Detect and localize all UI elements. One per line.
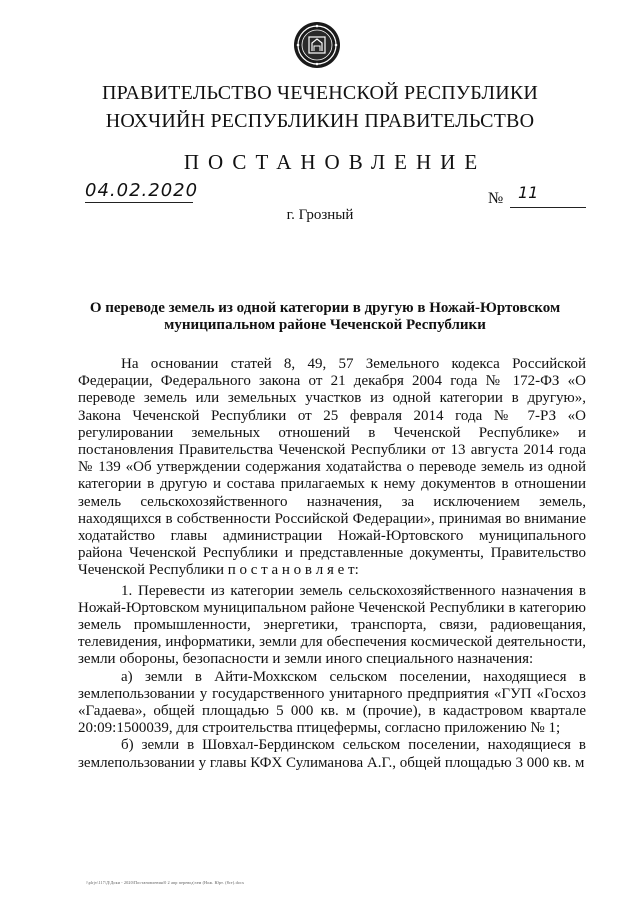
preamble-paragraph: На основании статей 8, 49, 57 Земельного кодекса Российской Федерации, Федерального закона от 21 декабря 2004 года № 172-ФЗ «О переводе земель или земельных участков из одной категории в другую», Закона Чеченской Республики от 25 февраля 2014 года № 7-РЗ «О регулировании земельных отношений в Чеченской Республике» и постановления Правительства Чеченской Республики от 13 августа 2014 года № 139 «Об утверждении содержания ходатайства о переводе земель из одной категории в другую и состава прилагаемых к нему документов в отношении земель сельскохозяйственного назначения, за исключением земель, находящихся в собственности Российской Федерации», принимая во внимание ходатайство главы администрации Ножай-Юртовского муниципального района Чеченской Республики и представленные документы, Правительство Чеченской Республики п о с т а н о в л я е т: [78, 356, 586, 579]
date-underline [85, 202, 193, 203]
coat-of-arms-icon [292, 20, 342, 70]
file-path-footer: \\plrjv\117\Д\Доки - 2020\Постановления\0 2 апр перевод\зем (Нож. Юрт. (8ст).docx [86, 880, 245, 885]
document-type: ПОСТАНОВЛЕНИЕ [183, 150, 487, 174]
org-name-russian: ПРАВИТЕЛЬСТВО ЧЕЧЕНСКОЙ РЕСПУБЛИКИ [101, 82, 539, 104]
item-1a-paragraph: а) земли в Айти-Мохкском сельском поселении, находящиеся в землепользовании у государственного унитарного предприятия «ГУП «Госхоз «Гадаева», общей площадью 5 000 кв. м (прочие), в кадастровом квартале 20:09:1500039, для строительства птицефермы, согласно приложению № 1; [78, 668, 586, 737]
item-1b-paragraph: б) земли в Шовхал-Бердинском сельском поселении, находящиеся в землепользовании у главы КФХ Сулиманова А.Г., общей площадью 3 000 кв. м [78, 737, 586, 771]
org-name-chechen: НОХЧИЙН РЕСПУБЛИКИН ПРАВИТЕЛЬСТВО [105, 110, 535, 132]
document-date: 04.02.2020 [85, 180, 199, 201]
number-label: № [488, 190, 504, 207]
city-name: г. Грозный [286, 207, 354, 223]
document-title: О переводе земель из одной категории в другую в Ножай-Юртовском муниципальном районе Чеченской Республики [89, 300, 561, 333]
document-body [78, 356, 586, 772]
document-number: 11 [518, 183, 539, 202]
item-1-paragraph: 1. Перевести из категории земель сельскохозяйственного назначения в Ножай-Юртовском муниципальном районе Чеченской Республики в категорию земель промышленности, энергетики, транспорта, связи, радиовещания, телевидения, информатики, земли для обеспечения космической деятельности, земли обороны, безопасности и земли иного специального назначения: [78, 582, 586, 668]
